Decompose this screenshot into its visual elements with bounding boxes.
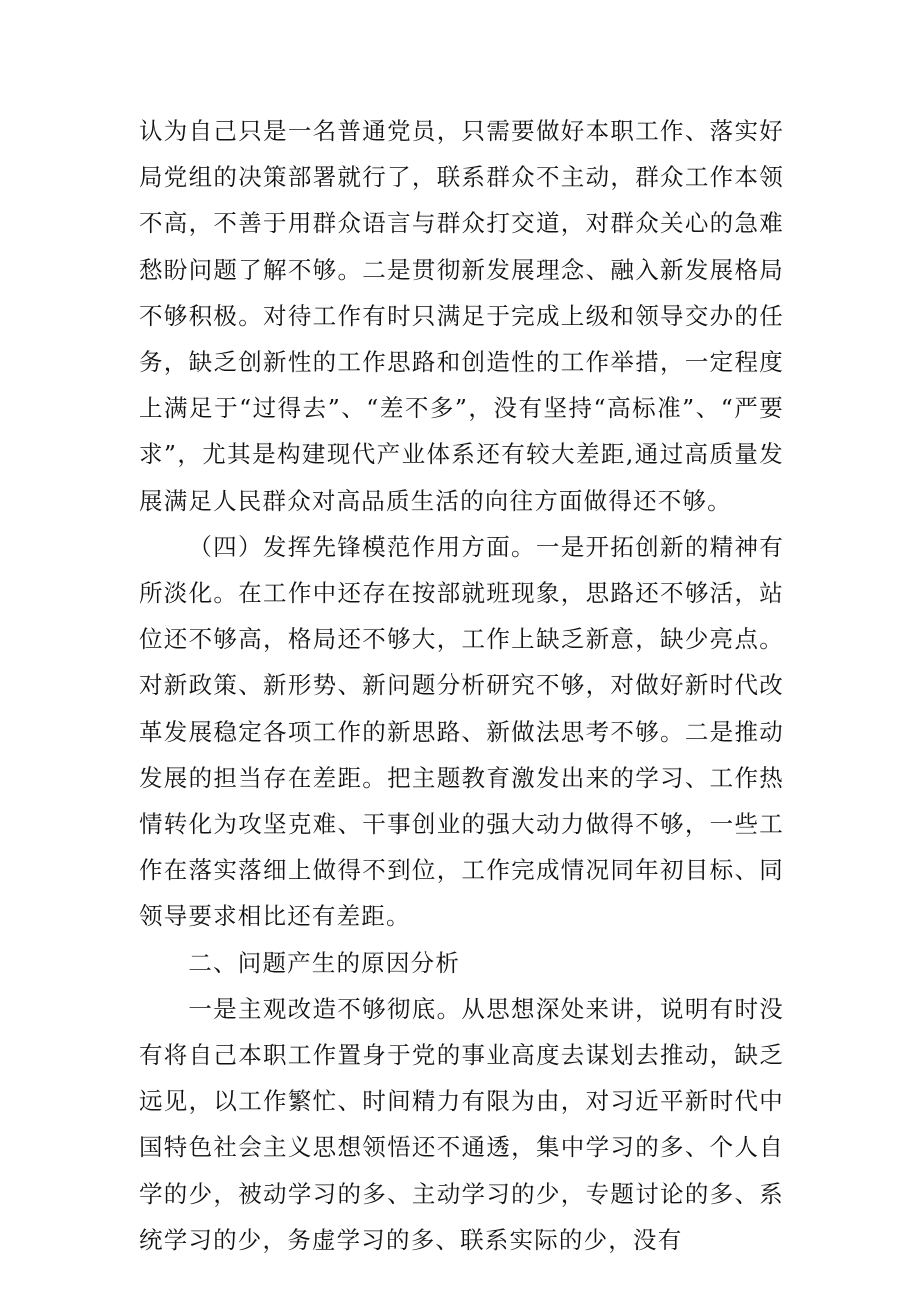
- paragraph-pioneer-role: （四）发挥先锋模范作用方面。一是开拓创新的精神有所淡化。在工作中还存在按部就班现象，思路还不够活，站位还不够高，格局还不够大，工作上缺乏新意，缺少亮点。对新政策、新形势、新问题分析研究不够，对做好新时代改革发展稳定各项工作的新思路、新做法思考不够。二是推动发展的担当存在差距。把主题教育激发出来的学习、工作热情转化为攻坚克难、干事创业的强大动力做得不够，一些工作在落实落细上做得不到位，工作完成情况同年初目标、同领导要求相比还有差距。: [139, 532, 784, 931]
- section-heading-cause-analysis: 二、问题产生的原因分析: [188, 948, 461, 977]
- paragraph-continuation: 认为自己只是一名普通党员，只需要做好本职工作、落实好局党组的决策部署就行了，联系群众不主动，群众工作本领不高，不善于用群众语言与群众打交道，对群众关心的急难愁盼问题了解不够。二是贯彻新发展理念、融入新发展格局不够积极。对待工作有时只满足于完成上级和领导交办的任务，缺乏创新性的工作思路和创造性的工作举措，一定程度上满足于“过得去”、“差不多”，没有坚持“高标准”、“严要求”，尤其是构建现代产业体系还有较大差距,通过高质量发展满足人民群众对高品质生活的向往方面做得还不够。: [139, 117, 784, 515]
- paragraph-subjective-reform: 一是主观改造不够彻底。从思想深处来讲，说明有时没有将自己本职工作置身于党的事业高度去谋划去推动，缺乏远见，以工作繁忙、时间精力有限为由，对习近平新时代中国特色社会主义思想领悟还不通透，集中学习的多、个人自学的少，被动学习的多、主动学习的少，专题讨论的多、系统学习的少，务虚学习的多、联系实际的少，没有: [139, 994, 784, 1254]
- document-body: [139, 108, 784, 1263]
